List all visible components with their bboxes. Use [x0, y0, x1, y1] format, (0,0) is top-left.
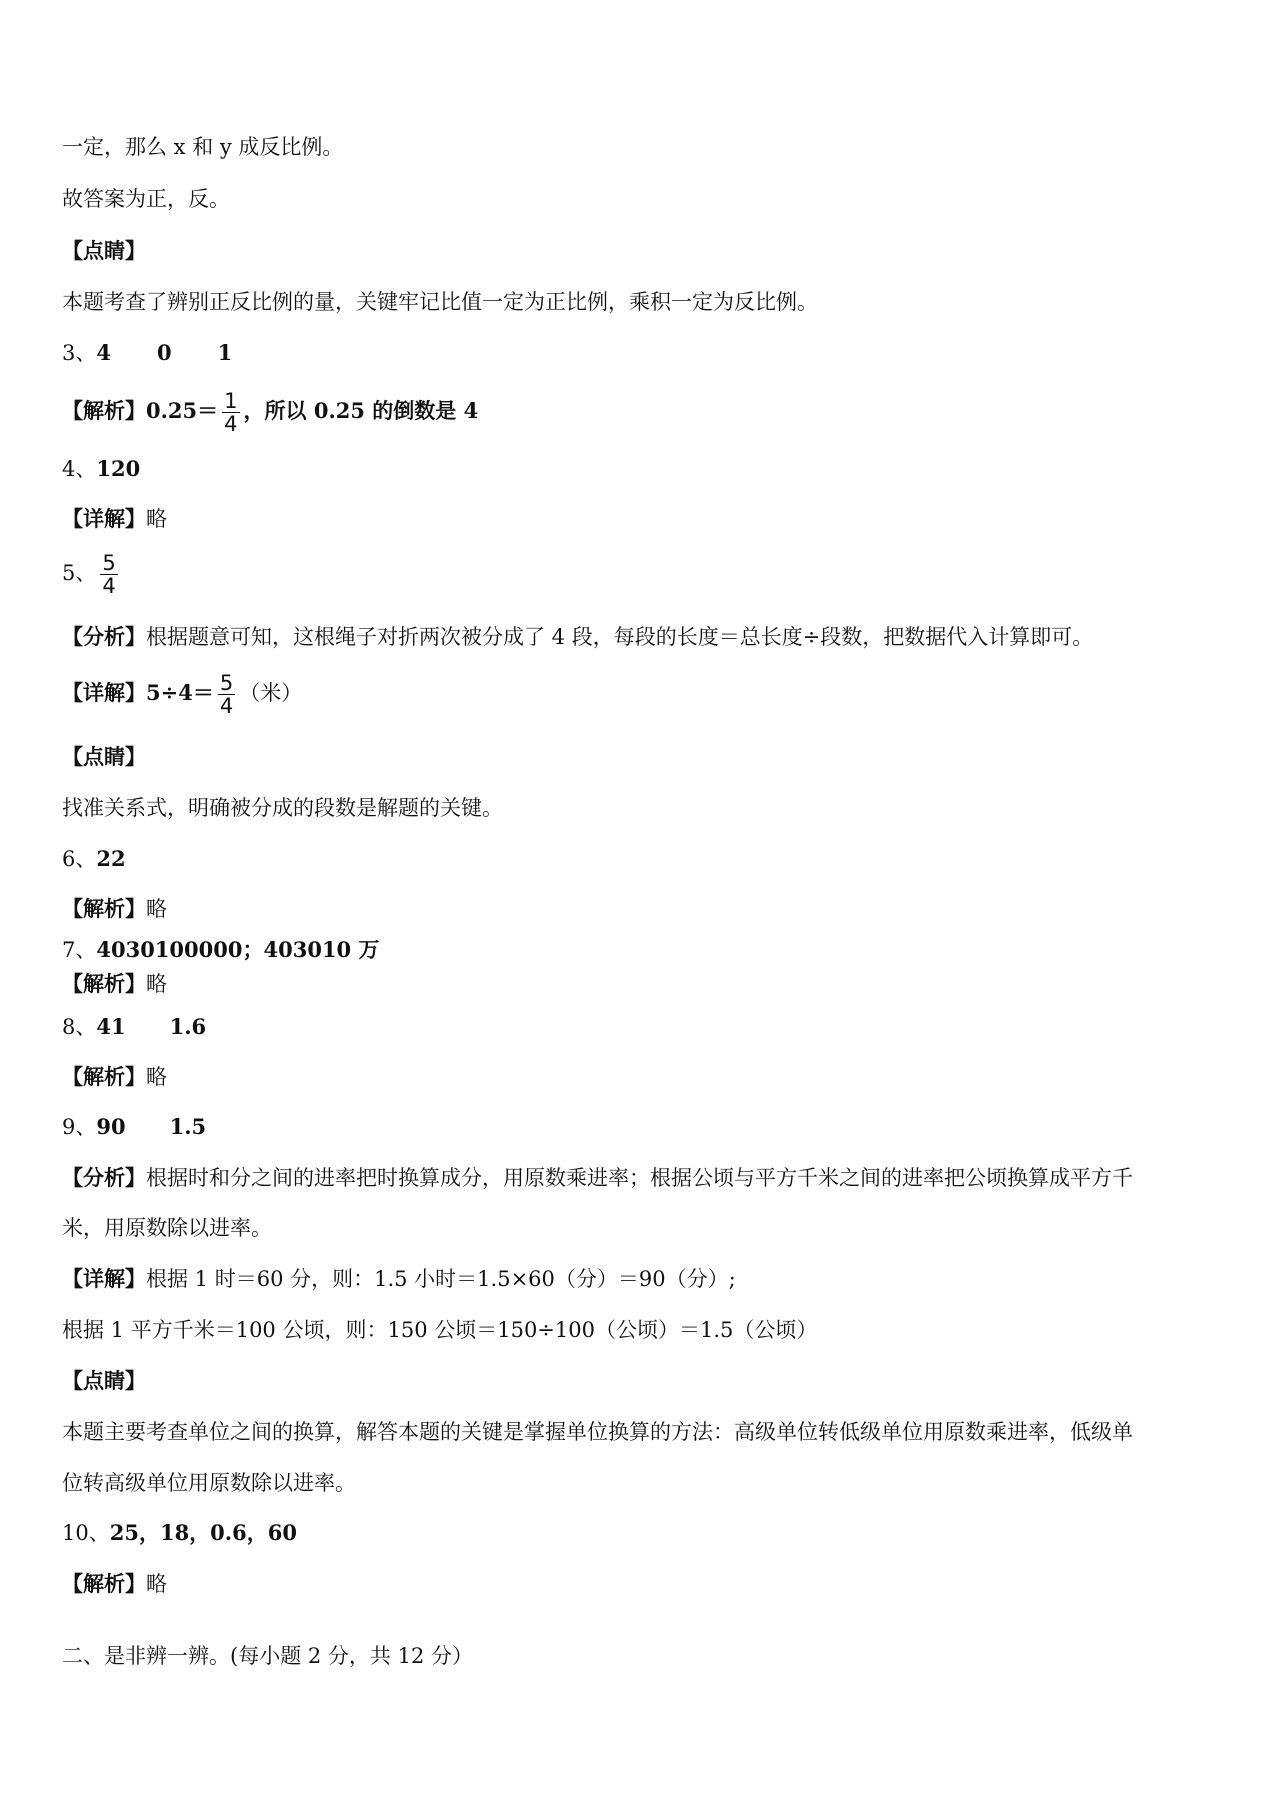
- detail-line-q9: [62, 1264, 736, 1294]
- detail-label: 【详解】: [62, 680, 146, 705]
- detail-line-q5: [62, 672, 302, 717]
- analysis-line-q3: [62, 390, 478, 435]
- answer-value: 1.5: [169, 1114, 207, 1139]
- text-line: [62, 793, 503, 823]
- analysis-label: 【分析】: [62, 624, 146, 649]
- question-number: 5、: [62, 561, 97, 585]
- line-text: 根据 1 平方千米＝100 公顷，则：150 公顷＝150÷100（公顷）＝1.5（公顷）: [62, 1318, 818, 1342]
- line-text: 位转高级单位用原数除以进率。: [62, 1471, 356, 1495]
- line-text: 故答案为正，反。: [62, 187, 230, 211]
- section-title: 二、是非辨一辨。(每小题 2 分，共 12 分）: [62, 1644, 473, 1668]
- answer-line-q10: [62, 1518, 297, 1548]
- text-line: [62, 1417, 1133, 1447]
- detail-text: 5÷4＝: [146, 680, 214, 705]
- analysis-line-q6: [62, 894, 167, 924]
- answer-line-q7: [62, 935, 379, 965]
- fraction-numerator: 1: [224, 389, 238, 413]
- text-line: [62, 287, 818, 317]
- question-number: 8、: [62, 1015, 97, 1039]
- answer-line-q6: [62, 844, 126, 874]
- analysis-line-q10: [62, 1569, 167, 1599]
- analysis-text: 略: [146, 1572, 167, 1596]
- analysis-label: 【解析】: [62, 971, 146, 996]
- analysis-label: 【解析】: [62, 1064, 146, 1089]
- fraction-denominator: 4: [102, 574, 116, 598]
- fraction-numerator: 5: [219, 671, 234, 695]
- line-text: 本题考查了辨别正反比例的量，关键牢记比值一定为正比例，乘积一定为反比例。: [62, 290, 818, 314]
- answer-value: 4030100000；403010 万: [96, 937, 380, 962]
- analysis-text: 根据题意可知，这根绳子对折两次被分成了 4 段，每段的长度＝总长度÷段数，把数据代入计算即可。: [146, 625, 1094, 649]
- tip-heading: [62, 236, 146, 266]
- question-number: 4、: [62, 457, 97, 481]
- section-heading: [62, 1641, 473, 1671]
- detail-text: 根据 1 时＝60 分，则：1.5 小时＝1.5×60（分）＝90（分）;: [146, 1267, 736, 1291]
- question-number: 9、: [62, 1115, 97, 1139]
- answer-line-q8: [62, 1012, 206, 1042]
- text-line: [62, 1315, 817, 1345]
- analysis-label: 【解析】: [62, 896, 146, 921]
- detail-label: 【详解】: [62, 1266, 146, 1291]
- answer-value: 4: [96, 340, 111, 365]
- detail-label: 【详解】: [62, 506, 146, 531]
- detail-line-q4: [62, 504, 167, 534]
- fraction: [222, 390, 239, 435]
- heading-text: 【点睛】: [62, 744, 146, 769]
- fraction: [218, 672, 235, 717]
- answer-value: 1.6: [169, 1014, 207, 1039]
- analysis-text: 根据时和分之间的进率把时换算成分，用原数乘进率；根据公顷与平方千米之间的进率把公顷换算成平方千: [146, 1166, 1133, 1190]
- question-number: 10、: [62, 1521, 110, 1545]
- fraction-denominator: 4: [219, 694, 234, 718]
- analysis-label: 【解析】: [62, 398, 146, 423]
- answer-line-q3: [62, 338, 232, 368]
- analysis-label: 【解析】: [62, 1571, 146, 1596]
- analysis-text: 略: [146, 972, 167, 996]
- answer-line-q5: [62, 552, 122, 597]
- text-line: [62, 1468, 356, 1498]
- fraction: [100, 552, 117, 597]
- line-text: 本题主要考查单位之间的换算，解答本题的关键是掌握单位换算的方法：高级单位转低级单位用原数乘进率，低级单: [62, 1420, 1133, 1444]
- line-text: 一定，那么 x 和 y 成反比例。: [62, 135, 344, 159]
- answer-value: 22: [96, 846, 126, 871]
- answer-value: 120: [96, 456, 141, 481]
- text-line: [62, 132, 343, 162]
- fraction-denominator: 4: [224, 412, 238, 436]
- line-text: 米，用原数除以进率。: [62, 1216, 272, 1240]
- tip-heading: [62, 742, 146, 772]
- heading-text: 【点睛】: [62, 1368, 146, 1393]
- analysis-text: 0.25＝: [146, 398, 219, 423]
- analysis-label: 【分析】: [62, 1165, 146, 1190]
- question-number: 3、: [62, 341, 97, 365]
- text-line: [62, 1213, 272, 1243]
- analysis-line-q8: [62, 1062, 167, 1092]
- answer-line-q4: [62, 454, 140, 484]
- answer-value: 0: [157, 340, 172, 365]
- heading-text: 【点睛】: [62, 238, 146, 263]
- analysis-text: 略: [146, 1065, 167, 1089]
- analysis-line-q7: [62, 969, 167, 999]
- detail-text: 略: [146, 507, 167, 531]
- answer-value: 25，18，0.6，60: [109, 1520, 297, 1545]
- analysis-line-q9: [62, 1163, 1133, 1193]
- answer-value: 90: [96, 1114, 126, 1139]
- text-line: [62, 184, 230, 214]
- fraction-numerator: 5: [102, 551, 116, 575]
- line-text: 找准关系式，明确被分成的段数是解题的关键。: [62, 796, 503, 820]
- question-number: 6、: [62, 847, 97, 871]
- answer-line-q9: [62, 1112, 206, 1142]
- analysis-text: ，所以 0.25 的倒数是 4: [243, 398, 479, 423]
- analysis-text: 略: [146, 897, 167, 921]
- detail-text: （米）: [239, 681, 303, 705]
- answer-value: 41: [96, 1014, 126, 1039]
- tip-heading: [62, 1366, 146, 1396]
- answer-value: 1: [217, 340, 233, 365]
- analysis-line-q5: [62, 622, 1093, 652]
- question-number: 7、: [62, 938, 97, 962]
